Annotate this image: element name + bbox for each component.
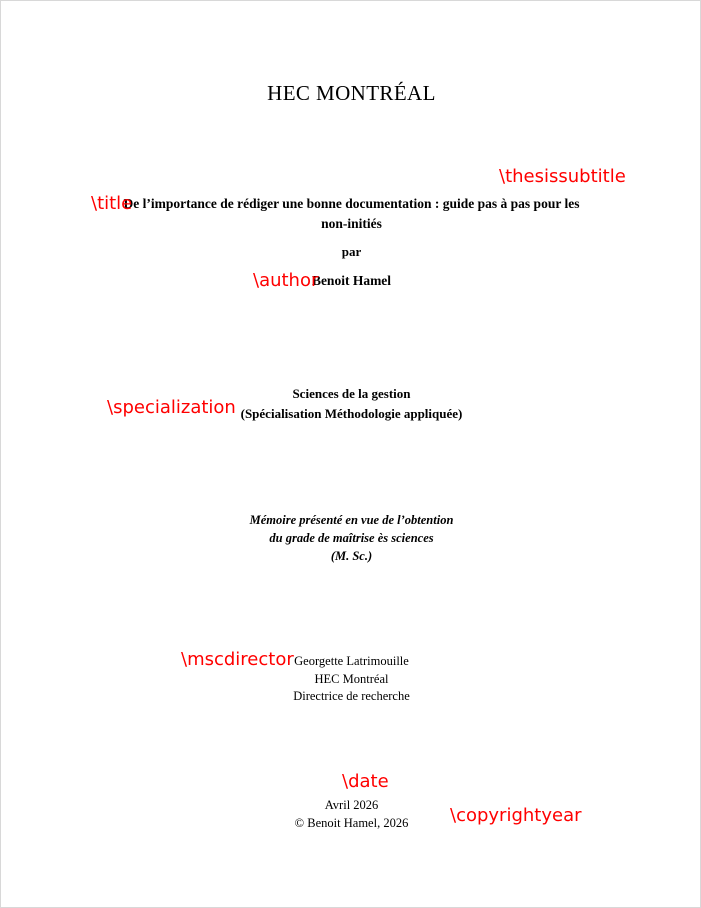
director-block	[1, 653, 701, 706]
macro-specialization: \specialization	[107, 397, 236, 418]
degree-statement-line-1: Mémoire présenté en vue de l’obtention	[249, 513, 454, 527]
macro-copyrightyear: \copyrightyear	[450, 805, 582, 826]
copyright-notice: © Benoit Hamel, 2026	[294, 815, 409, 830]
degree-statement-line-3: (M. Sc.)	[330, 549, 373, 564]
macro-title: \title	[91, 193, 133, 214]
macro-date: \date	[342, 771, 389, 792]
par-label: par	[341, 244, 362, 259]
director-name: Georgette Latrimouille	[294, 654, 409, 668]
director-affiliation: HEC Montréal	[314, 671, 389, 686]
degree-statement-line-2: du grade de maîtrise ès sciences	[269, 531, 434, 546]
date-copyright-block	[1, 797, 701, 832]
thesis-title-line-2: non-initiés	[321, 215, 382, 231]
publication-date: Avril 2026	[324, 798, 379, 812]
macro-mscdirector: \mscdirector	[181, 649, 294, 670]
thesis-title-line-1: De l’importance de rédiger une bonne documentation : guide pas à pas pour les	[123, 196, 580, 211]
degree-statement	[1, 511, 701, 565]
specialization-line-2: (Spécialisation Méthodologie appliquée)	[240, 405, 463, 421]
institution-name: HEC MONTRÉAL	[267, 81, 436, 105]
macro-thesissubtitle: \thesissubtitle	[499, 166, 626, 187]
specialization-line-1: Sciences de la gestion	[292, 386, 411, 401]
macro-author: \author	[253, 270, 319, 291]
director-role: Directrice de recherche	[293, 689, 410, 703]
author-name: Benoit Hamel	[311, 273, 392, 288]
specialization-block	[1, 384, 701, 423]
